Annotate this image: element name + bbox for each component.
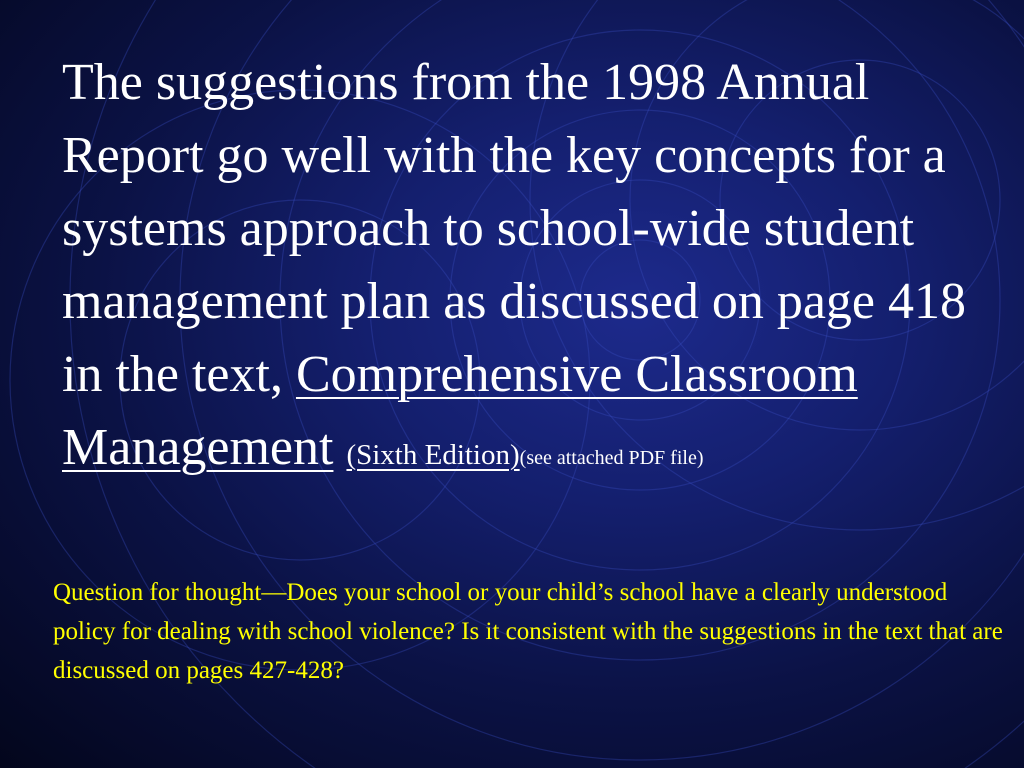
question-for-thought: Question for thought—Does your school or your child’s school have a clearly understood policy for dealing with school violence? Is it consistent with the suggestions in the text that are discussed on pages 427-428? <box>53 579 1003 684</box>
edition-label: (Sixth Edition) <box>346 439 520 471</box>
attachment-note: (see attached PDF file) <box>519 447 704 469</box>
main-statement <box>62 46 992 495</box>
main-intro: The suggestions from the 1998 Annual Report go well with the key concepts for a systems approach to school-wide student management plan as discussed on page 418 in the text, <box>62 54 966 403</box>
book-title: Comprehensive Classroom Management <box>62 346 858 476</box>
